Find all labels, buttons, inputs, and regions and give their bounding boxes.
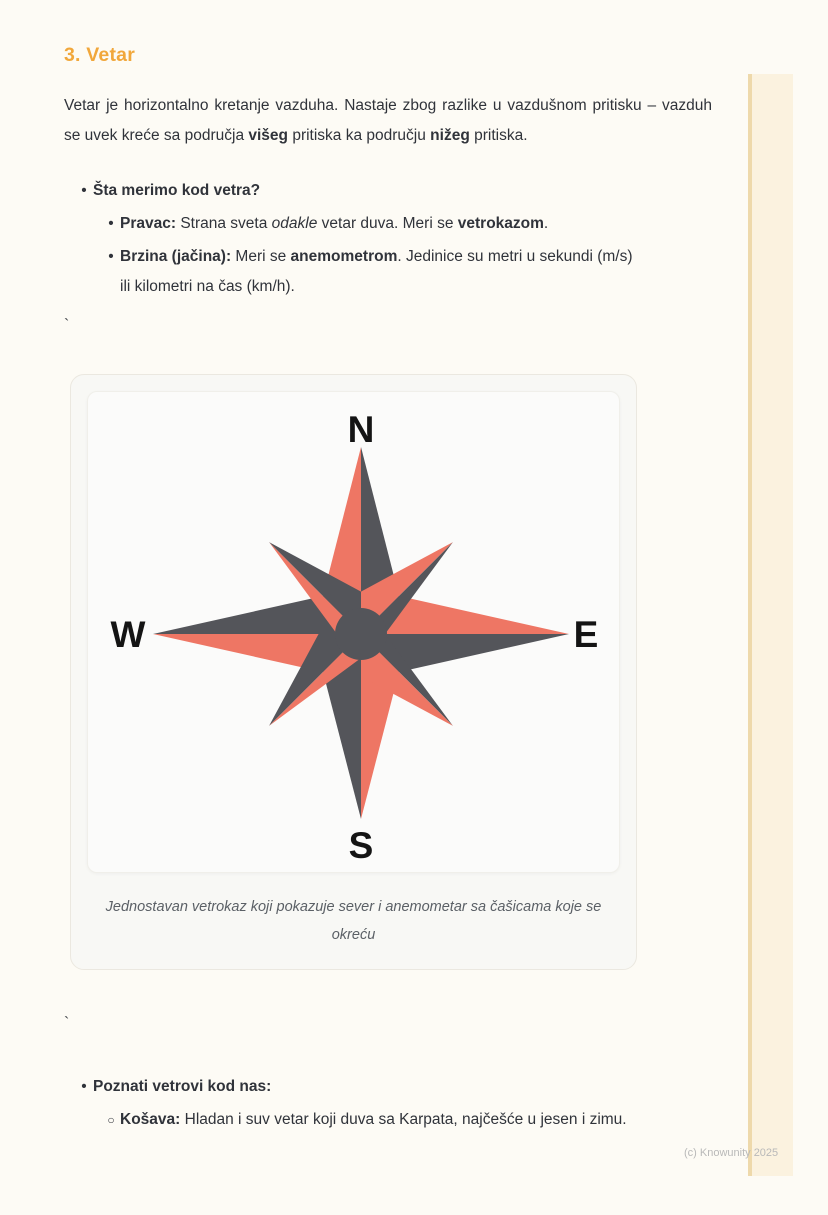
bullet-disc-icon: • [81, 1078, 87, 1095]
compass-rose-image [87, 391, 620, 873]
item-bold: anemometrom [290, 248, 398, 265]
item-italic: odakle [271, 215, 318, 232]
item-text: Meri se [231, 248, 291, 265]
compass-label-west: W [110, 614, 146, 655]
document-content [0, 44, 828, 1135]
list-item [64, 176, 718, 206]
item-lead: Košava: [120, 1111, 181, 1128]
list-item [64, 1072, 718, 1102]
bullet-disc-icon: • [81, 182, 87, 199]
bullet-circle-icon: ○ [107, 1113, 115, 1127]
item-lead: Brzina (jačina): [120, 248, 232, 265]
compass-label-east: E [573, 614, 599, 655]
item-text: Hladan i suv vetar koji duva sa Karpata, najčešće u jesen i zimu. [180, 1111, 627, 1128]
measurement-list [64, 176, 718, 302]
list-item [64, 242, 718, 302]
item-lead: Pravac: [120, 215, 177, 232]
compass-label-north: N [347, 409, 375, 450]
intro-paragraph [64, 91, 712, 151]
stray-backtick: ` [64, 317, 70, 334]
list-item [64, 209, 718, 239]
intro-text: Vetar je horizontalno kretanje vazduha. Nastaje zbog razlike u vazdušnom pritisku – vazduh se uvek kreće sa područja [64, 97, 712, 144]
compass-rose-svg [88, 392, 620, 873]
section-heading: 3. Vetar [64, 44, 135, 66]
item-text: vetar duva. Meri se [317, 215, 458, 232]
intro-bold-nizeg: nižeg [430, 127, 470, 144]
intro-text: pritiska. [469, 127, 528, 144]
list-item-text [120, 242, 640, 302]
item-bold: vetrokazom [457, 215, 544, 232]
list-item-title: Poznati vetrovi kod nas: [93, 1078, 272, 1095]
watermark: (c) Knowunity 2025 [684, 1147, 779, 1159]
figure-card [70, 374, 637, 970]
bullet-disc-icon: • [108, 215, 114, 232]
item-text: . [543, 215, 549, 232]
compass-arms [153, 447, 569, 819]
list-item-text [120, 209, 718, 239]
compass-center-dot [335, 608, 387, 660]
bullet-disc-icon: • [108, 248, 114, 265]
compass-label-south: S [348, 825, 374, 866]
intro-bold-viseg: višeg [248, 127, 289, 144]
known-winds-list [64, 1072, 718, 1135]
list-item [64, 1105, 718, 1135]
list-item-text [120, 1105, 635, 1135]
intro-text: pritiska ka području [288, 127, 431, 144]
list-item-title: Šta merimo kod vetra? [93, 182, 261, 199]
item-text: Strana sveta [176, 215, 272, 232]
stray-backtick: ` [64, 1015, 70, 1032]
item-text: . Jedinice su metri u sekundi (m/s) ili kilometri na čas (km/h). [120, 248, 633, 295]
figure-caption: Jednostavan vetrokaz koji pokazuje sever i anemometar sa čašicama koje se okreću [105, 899, 602, 943]
